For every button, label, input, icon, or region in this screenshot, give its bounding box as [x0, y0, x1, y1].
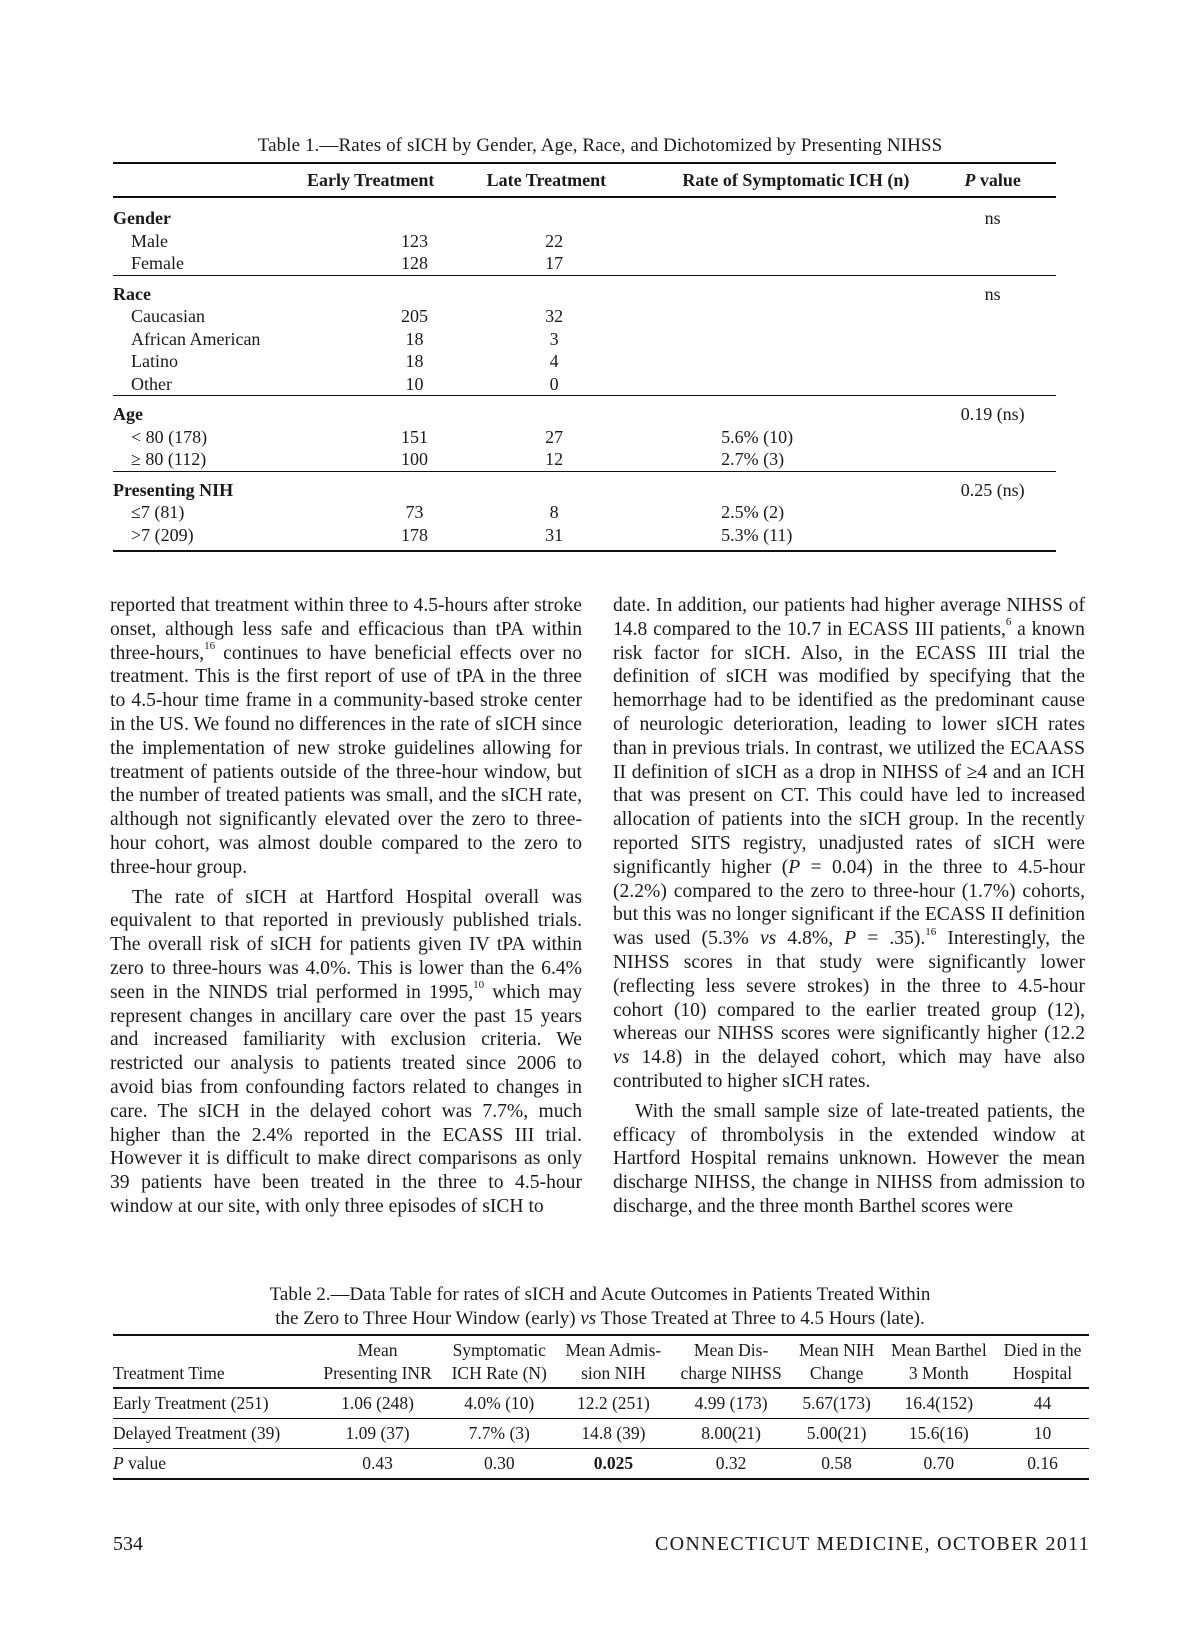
table2-pvalue-label: P value	[113, 1449, 313, 1480]
body-column-left	[110, 594, 582, 1219]
table2-cell: 14.8 (39)	[556, 1419, 670, 1449]
table1-row	[113, 501, 1056, 524]
table2-cell: Delayed Treatment (39)	[113, 1419, 313, 1449]
table2-cell: 12.2 (251)	[556, 1388, 670, 1419]
table1-row-label: Female	[131, 253, 184, 273]
table1-cell-late: 8	[549, 502, 559, 522]
table1-cell-late: 22	[545, 230, 564, 251]
table1-group-row	[113, 471, 1056, 501]
table1-row-label: Latino	[131, 351, 178, 371]
table1-cell-rate	[616, 373, 929, 396]
table1-cell-rate: 5.3% (11)	[616, 524, 929, 552]
table1-cell-late: 31	[434, 524, 616, 552]
table1-row	[113, 524, 1056, 552]
table1-cell-rate	[616, 350, 929, 373]
table2-header-cell: Mean Presenting INR	[313, 1335, 443, 1388]
table1-header-pvalue: P value	[929, 163, 1056, 197]
table1-cell-late: 32	[545, 306, 564, 326]
table1-caption: Table 1.—Rates of sICH by Gender, Age, Race, and Dichotomized by Presenting NIHSS	[257, 135, 943, 156]
page-number: 534	[113, 1533, 143, 1555]
table1-header-blank	[113, 163, 262, 197]
table2-header-cell: Mean Barthel 3 Month	[882, 1335, 996, 1388]
table1-row	[113, 252, 1056, 275]
table1-row	[113, 350, 1056, 373]
table1	[113, 162, 1056, 552]
table2-header-cell: Mean Dis- charge NIHSS	[671, 1335, 792, 1388]
table2-cell: 4.99 (173)	[671, 1388, 792, 1419]
paragraph: date. In addition, our patients had higher average NIHSS of 14.8 compared to the 10.7 in ECASS III patients,$^6$ a known risk factor for sICH. Also, in the ECASS III trial the definition of sICH was modified by specifying that the hemorrhage had to be identified as the predominant cause of neurologic deterioration, leading to lower sICH rates than in previous trials. In contrast, we utilized the ECAASS II definition of sICH as a drop in NIHSS of ≥4 and an ICH that was present on CT. This could have led to increased allocation of patients into the sICH group. In the recently reported SITS registry, unadjusted rates of sICH were significantly higher (P = 0.04) in the three to 4.5-hour (2.2%) compared to the zero to three-hour (1.7%) cohorts, but this was no longer significant if the ECASS II definition was used (5.3% vs 4.8%, P = .35).$^{16}$ Interestingly, the NIHSS scores in that study were significantly lower (reflecting less severe strokes) in the three to 4.5-hour cohort (10) compared to the earlier treated group (12), whereas our NIHSS scores were significantly higher (12.2 vs 14.8) in the delayed cohort, which may have also contributed to higher sICH rates.	[613, 595, 1086, 1092]
table1-group-pvalue: ns	[929, 275, 1056, 305]
table2-cell: 8.00(21)	[671, 1419, 792, 1449]
journal-footer: CONNECTICUT MEDICINE, OCTOBER 2011	[655, 1533, 1090, 1555]
table2-cell: 1.09 (37)	[313, 1419, 443, 1449]
body-column-right	[613, 594, 1085, 1219]
table1-cell-early: 205	[400, 306, 428, 326]
table2-header-cell: Treatment Time	[113, 1335, 313, 1388]
table1-group-name: Gender	[113, 208, 171, 228]
table2-pvalue-row	[113, 1449, 1089, 1480]
table1-cell-late: 3	[549, 328, 559, 349]
table2-cell: 5.67(173)	[792, 1388, 882, 1419]
table1-row	[113, 426, 1056, 449]
table2-header-cell: Mean Admis- sion NIH	[556, 1335, 670, 1388]
table2-cell: 4.0% (10)	[442, 1388, 556, 1419]
table2-header-cell: Died in the Hospital	[996, 1335, 1089, 1388]
table2-cell: Early Treatment (251)	[113, 1388, 313, 1419]
table1-row-label: ≤7 (81)	[131, 502, 185, 522]
table2-cell: 15.6(16)	[882, 1419, 996, 1449]
table1-cell-early: 73	[405, 502, 424, 522]
table1-cell-early: 18	[405, 351, 424, 371]
table1-cell-rate: 2.5% (2)	[721, 502, 785, 522]
table2-header-row	[113, 1335, 1089, 1388]
table1-group-pvalue: ns	[984, 208, 1001, 228]
table2-header-cell: Symptomatic ICH Rate (N)	[442, 1335, 556, 1388]
table2-row	[113, 1419, 1089, 1449]
table2-pvalue-cell: 0.025	[556, 1449, 670, 1480]
table2-row	[113, 1388, 1089, 1419]
paragraph: reported that treatment within three to 4.5-hours after stroke onset, although less safe and efficacious than tPA within three-hours,$^{16}$ continues to have beneficial effects over no treatment. This is the first report of use of tPA in the three to 4.5-hour time frame in a community-based stroke center in the US. We found no differences in the rate of sICH since the implementation of new stroke guidelines allowing for treatment of patients outside of the three-hour window, but the number of treated patients was small, and the sICH rate, although not significantly elevated over the zero to three-hour cohort, was almost double compared to the zero to three-hour group.	[110, 595, 582, 878]
table1-cell-early: 10	[405, 373, 424, 394]
table2	[113, 1334, 1089, 1480]
table1-cell-rate	[616, 305, 929, 328]
table1-group-name: Race	[113, 275, 262, 305]
table1-row	[113, 328, 1056, 351]
table1-row-label: Other	[131, 373, 172, 394]
table1-cell-rate	[616, 230, 929, 253]
table2-pvalue-cell: 0.43	[313, 1449, 443, 1480]
table1-cell-early: 123	[400, 230, 428, 251]
table1-group-name: Presenting NIH	[113, 471, 262, 501]
table1-group-row	[113, 396, 1056, 426]
table1-cell-late: 17	[545, 253, 564, 273]
table1-header-early: Early Treatment	[262, 163, 434, 197]
table1-cell-rate: 5.6% (10)	[721, 426, 794, 447]
table1-row-label: African American	[131, 328, 261, 349]
table1-cell-early: 178	[262, 524, 434, 552]
table2-body	[113, 1388, 1089, 1479]
table1-header-rate: Rate of Symptomatic ICH (n)	[616, 163, 929, 197]
table2-pvalue-cell: 0.32	[671, 1449, 792, 1480]
table1-group-row	[113, 197, 1056, 230]
table1-cell-late: 27	[545, 426, 564, 447]
paragraph: With the small sample size of late-treated patients, the efficacy of thrombolysis in the extended window at Hartford Hospital remains unknown. However the mean discharge NIHSS, the change in NIHSS from admission to discharge, and the three month Barthel scores were	[613, 1100, 1085, 1217]
table2-cell: 1.06 (248)	[313, 1388, 443, 1419]
table1-cell-rate: 2.7% (3)	[721, 449, 785, 469]
table1-row	[113, 448, 1056, 471]
table2-caption: Table 2.—Data Table for rates of sICH and Acute Outcomes in Patients Treated Within the Zero to Three Hour Window (early) vs Those Treated at Three to 4.5 Hours (late).	[269, 1284, 931, 1329]
table1-row-label: Male	[131, 230, 168, 251]
table2-pvalue-cell: 0.30	[442, 1449, 556, 1480]
table2-cell: 7.7% (3)	[442, 1419, 556, 1449]
table1-cell-late: 0	[549, 373, 559, 394]
table1-row-label: ≥ 80 (112)	[131, 449, 207, 469]
table2-cell: 44	[996, 1388, 1089, 1419]
table1-group-row	[113, 275, 1056, 305]
table1-row	[113, 373, 1056, 396]
table1-header-row	[113, 163, 1056, 197]
table2-cell: 5.00(21)	[792, 1419, 882, 1449]
table2-header-cell: Mean NIH Change	[792, 1335, 882, 1388]
table1-row-label: Caucasian	[131, 306, 205, 326]
table2-pvalue-cell: 0.58	[792, 1449, 882, 1480]
table1-row	[113, 305, 1056, 328]
table1-group-name: Age	[113, 396, 262, 426]
table1-row-label: < 80 (178)	[131, 426, 208, 447]
table1-cell-rate	[616, 252, 929, 275]
paragraph: The rate of sICH at Hartford Hospital overall was equivalent to that reported in previously published trials. The overall risk of sICH for patients given IV tPA within zero to three-hours was 4.0%. This is lower than the 6.4% seen in the NINDS trial performed in 1995,10 which may represent changes in ancillary care over the past 15 years and increased familiarity with exclusion criteria. We restricted our analysis to patients treated since 2006 to avoid bias from confounding factors related to changes in care. The sICH in the delayed cohort was 7.7%, much higher than the 2.4% reported in the ECASS III trial. However it is difficult to make direct comparisons as only 39 patients have been treated in the three to 4.5-hour window at our site, with only three episodes of sICH to	[110, 886, 582, 1217]
table1-row	[113, 230, 1056, 253]
table1-cell-late: 4	[549, 351, 559, 371]
table1-row-label: >7 (209)	[113, 524, 262, 552]
table2-pvalue-cell: 0.16	[996, 1449, 1089, 1480]
table2-cell: 10	[996, 1419, 1089, 1449]
table1-header-late: Late Treatment	[434, 163, 616, 197]
table1-group-pvalue: 0.19 (ns)	[929, 396, 1056, 426]
table1-cell-early: 128	[400, 253, 428, 273]
table2-cell: 16.4(152)	[882, 1388, 996, 1419]
table1-body	[113, 197, 1056, 551]
table1-group-pvalue: 0.25 (ns)	[929, 471, 1056, 501]
table1-cell-early: 100	[400, 449, 428, 469]
table1-cell-late: 12	[545, 449, 564, 469]
table1-cell-early: 18	[405, 328, 424, 349]
table1-cell-early: 151	[400, 426, 428, 447]
table2-pvalue-cell: 0.70	[882, 1449, 996, 1480]
table1-cell-rate	[616, 328, 929, 351]
